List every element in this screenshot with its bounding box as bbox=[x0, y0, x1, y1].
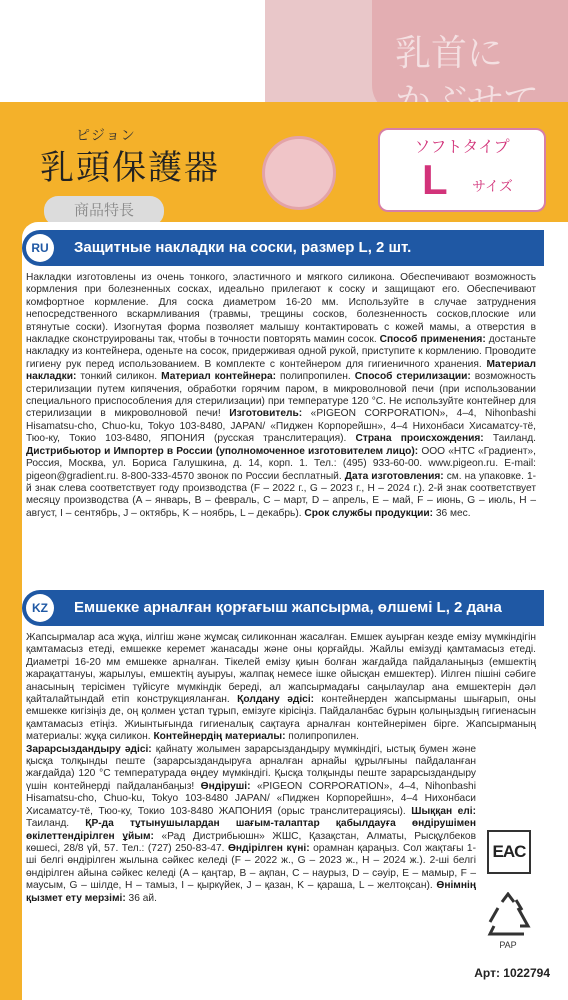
article-number: Арт: 1022794 bbox=[474, 966, 550, 980]
brand-katakana: ピジョン bbox=[76, 127, 136, 143]
eac-mark-icon: EAC bbox=[487, 830, 531, 874]
kz-importer-label: ҚР-да тұтынушылардан шағым-талаптар қабылдауға өндірушімен өкілеттендірілген ұйым: bbox=[26, 818, 476, 842]
info-sticker bbox=[22, 222, 568, 1000]
kz-origin-label: Шыққан елі: bbox=[411, 805, 476, 817]
kz-body bbox=[26, 632, 536, 905]
ru-origin-text: Таиланд. bbox=[483, 433, 536, 445]
ru-code-badge: RU bbox=[26, 234, 54, 262]
kz-usage-text: контейнерден жапсырманы шығарып, оны емшекке кигізіңіз де, оң қолмен ұстап тұрып, емізуге кірісіңіз. Пайдаланбас бұрын қолыңыздың гигиенасын қамтамасыз етіңіз. Жиынтығында гигиеналық сақтауға арналған контейнерімен бірге. Жапсырманың материалы: жұқа силикон. bbox=[26, 694, 536, 743]
ru-life-text: 36 мес. bbox=[433, 507, 471, 519]
size-tag-letter: L bbox=[422, 156, 448, 203]
kz-steril-label: Зарарсыздандыру әдісі: bbox=[26, 743, 152, 755]
size-tag-size: サイズ bbox=[472, 178, 513, 194]
ru-intro: Накладки изготовлены из очень тонкого, эластичного и мягкого силикона. Обеспечивают возможность кормления при болезненных сосках, идеально прилегают к соску и защищают его. Обеспечивают комфортное кормление. Для соска диаметром 16-20 мм. Используйте в случае затруднения непосредственного вскармливания (травмы, трещины сосков, болезненность сосков,плоские или втянутые соски). Изогнутая форма позволяет малышу контактировать с кожей мамы, а отверстия в накладке сконструированы так, чтобы в точности повторять мамин сосок. bbox=[26, 272, 536, 346]
size-tag bbox=[378, 128, 546, 212]
ru-life-label: Срок службы продукции: bbox=[304, 507, 433, 519]
ru-usage-text: достаньте накладку из контейнера, оденьте на сосок, придерживая одной рукой, приступите к кормлению. Проводите гигиену рук перед использованием. В комплекте с контейнером для гигиеничного хранения. bbox=[26, 334, 536, 370]
kz-date-label: Өндірілген күні: bbox=[227, 842, 310, 854]
kz-origin-text: Таиланд. bbox=[26, 818, 70, 830]
kz-usage-label: Қолдану әдісі: bbox=[237, 694, 315, 706]
ru-importer-text: ООО «НТС «Градиент», Россия, Москва, ул. Бориса Галушкина, д. 14, корп. 1. Тел.: (495) 933-60-00. www.pigeon.ru. E-mail: pigeon@gradient.ru. 8-800-333-4570 звонок по России бесплатный. bbox=[26, 445, 536, 482]
size-tag-type: ソフトタイプ bbox=[414, 139, 510, 156]
recycle-icon bbox=[480, 892, 536, 940]
kz-title: Емшекке арналған қорғағыш жапсырма, өлшемі L, 2 дана bbox=[74, 599, 502, 616]
kz-life-text: 36 ай. bbox=[125, 892, 157, 904]
kz-header bbox=[22, 590, 544, 626]
ru-date-label: Дата изготовления: bbox=[344, 470, 444, 482]
pap-label: PAP bbox=[499, 940, 517, 950]
ru-steril-label: Способ стерилизации: bbox=[354, 371, 471, 383]
product-title-jp: 乳頭保護器 bbox=[40, 148, 220, 188]
ru-origin-label: Страна происхождения: bbox=[355, 433, 484, 445]
kz-maker-text: «PIGEON CORPORATION», 4–4, Nihonbashi Hisamatsu-cho, Chuo-ku, Tokyo 103-8480 JAPAN/ «Пиджен Корпорейшн», 4–4 Нихонбаси Хисаматсу-тё, Тюо-ку, Токио 103-8480 ЖАПОНИЯ (орыс транслитерациясы). bbox=[26, 780, 476, 817]
ru-date-text: см. на упаковке. 1-й знак слева соответствует году производства (F – 2022 г., G – 2023 г., H – 2024 г.). 2-й знак соответствует месяцу производства (A – январь, B – февраль, C – март, D – апрель, E – май, F – июнь, G – июль, H – август, I – сентябрь, J – октябрь, K – ноябрь, L – декабрь). bbox=[26, 470, 537, 519]
ru-container-text: полипропилен. bbox=[276, 371, 351, 383]
kz-importer-text: «Рад Дистрибьюшн» ЖШС, Қазақстан, Алматы, Рысқұлбеков көшесі, 28/8 үй, 57. Тел.: (727) 250-83-47. bbox=[26, 830, 476, 854]
kz-container-label: Контейнердің материалы: bbox=[153, 731, 286, 743]
ru-maker-label: Изготовитель: bbox=[229, 408, 303, 420]
kz-steril-text: қайнату жолымен зарарсыздандыру мүмкіндігі, ыстық бумен және қысқа толқынды пеште (зарарсыздандыруға арналған арнайы құрылғыны пайдаланған жағдайда) 120 °С температурада өңдеу мүмкіндігі. Қысқа толқынды пеште зарарсыздандыру үшін контейнерді пайдаланбаңыз! bbox=[26, 743, 476, 792]
hanger-hole bbox=[262, 136, 336, 210]
ru-importer-label: Дистрибьютор и Импортер в России (уполномоченное изготовителем лицо): bbox=[26, 445, 419, 457]
ru-steril-text: возможность стерилизации путем кипячения, обработки горячим паром, в микроволновой печи (при использовании специального приспособления для стерилизации) при температуре 120 °С. Не используйте контейнер для стерилизации в микроволновой печи! bbox=[26, 371, 536, 420]
ru-maker-text: «PIGEON CORPORATION», 4–4, Nihonbashi Hisamatsu-cho, Chuo-ku, Tokyo 103-8480, JAPAN/ «Пиджен Корпорейшн», 4–4 Нихонбаси Хисаматсу-тё, Тюо-ку, Токио 103-8480, ЯПОНИЯ (русская транслитерация). bbox=[26, 408, 536, 445]
kz-maker-label: Өндіруші: bbox=[200, 780, 251, 792]
pink-card-text: 乳首に bbox=[395, 33, 504, 74]
kz-date-text: орамнан қараңыз. Сол жақтағы 1-ші белгі өндірілген жылына сәйкес келеді (F – 2022 ж., G – 2023 ж., H – 2024 ж.). 2-ші белгі өндірілген айына сәйкес келеді (A – қаңтар, B – ақпан, C – наурыз, D – сәуір, E – мамыр, F – маусым, G – шілде, H – тамыз, I – қыркүйек, J – қазан, K – қараша, L – желтоқсан). bbox=[26, 842, 476, 892]
ru-material-text: тонкий силикон. bbox=[76, 371, 158, 383]
ru-usage-label: Способ применения: bbox=[379, 334, 486, 346]
features-label: 商品特長 bbox=[44, 196, 164, 226]
kz-container-text: полипропилен. bbox=[285, 731, 360, 743]
ru-body bbox=[26, 272, 536, 520]
kz-life-label: Өнімнің қызмет ету мерзімі: bbox=[26, 880, 476, 904]
kz-indented-block bbox=[26, 744, 476, 905]
ru-material-label: Материал накладки: bbox=[26, 358, 536, 383]
ru-container-label: Материал контейнера: bbox=[161, 371, 277, 383]
ru-title: Защитные накладки на соски, размер L, 2 шт. bbox=[74, 239, 412, 256]
kz-intro: Жапсырмалар аса жұқа, иілгіш және жұмсақ силиконнан жасалған. Емшек ауырған кезде емізу мүмкіндігін қамтамасыз етеді, емшекке керемет жанасады және оны қорғайды. Жайлы емізуді қамтамасыз етеді. Диаметрі 16-20 мм емшекке арналған. Тікелей емізу қиын болған жағдайда пайдаланыңыз (емшектің жарақаттануы, жарылуы, емшектің ауыруы, жалпақ немесе ішке ойысқан емшектер). Иілген пішіні сәбиге анасының терісімен түйісуге мүмкіндік береді, ал жапсырмадағы саңылаулар ана емшектерін дәл қайталайтындай етіп конструкцияланған. bbox=[26, 632, 536, 706]
ru-header bbox=[22, 230, 544, 266]
kz-code-badge: KZ bbox=[26, 594, 54, 622]
